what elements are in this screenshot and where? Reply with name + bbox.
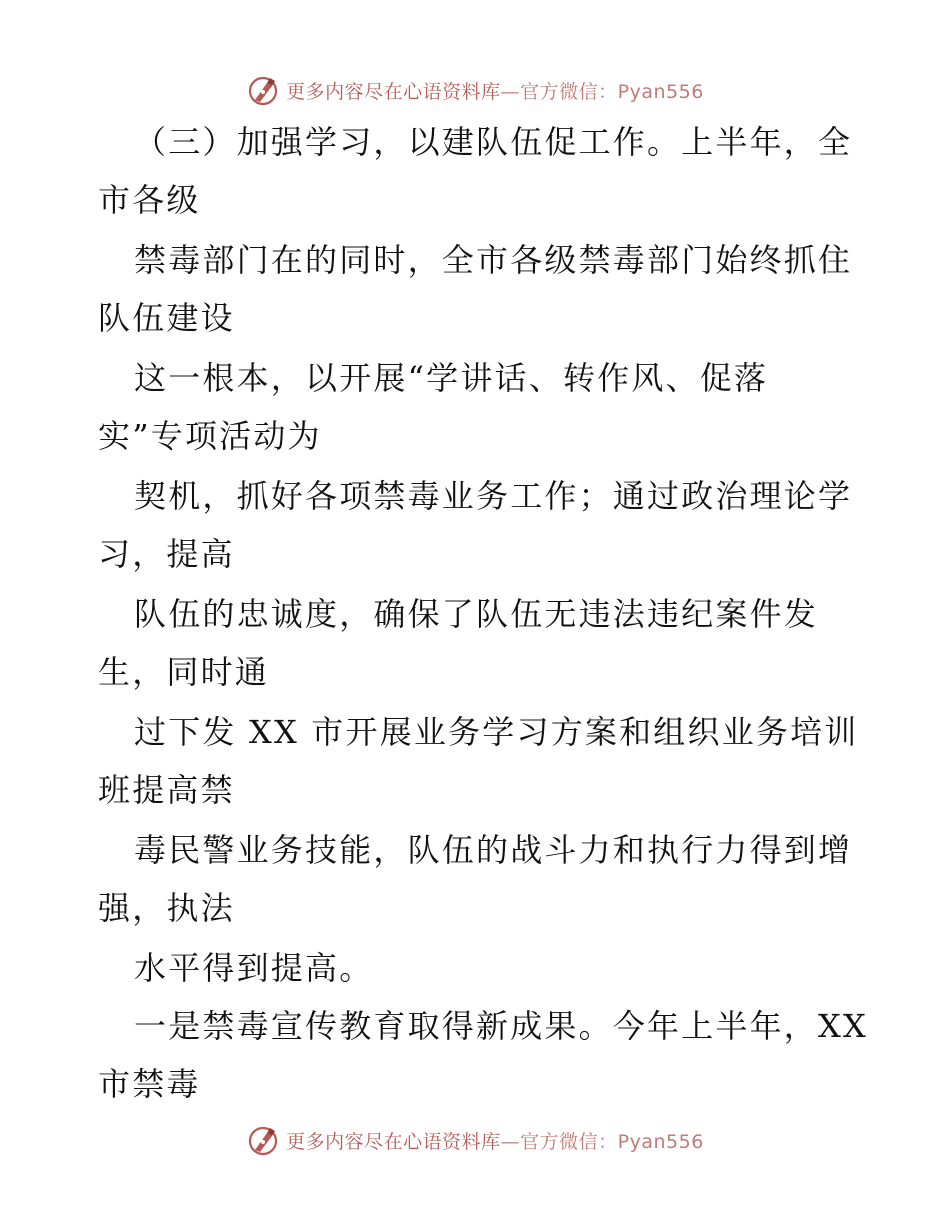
watermark-main-text: 更多内容尽在心语资料库 — [286, 1130, 501, 1153]
text-line: 队伍建设 — [98, 299, 235, 337]
header-watermark — [0, 70, 950, 110]
footer-watermark — [0, 1120, 950, 1160]
text-line: 一是禁毒宣传教育取得新成果。今年上半年，XX — [134, 1007, 868, 1045]
watermark-separator: — — [500, 1130, 521, 1153]
text-line: 毒民警业务技能，队伍的战斗力和执行力得到增 — [134, 831, 853, 869]
text-line: 生，同时通 — [98, 653, 270, 691]
text-line: 过下发 XX 市开展业务学习方案和组织业务培训 — [134, 713, 859, 751]
text-line: 这一根本，以开展“学讲话、转作风、促落 — [134, 359, 769, 397]
text-line: 市各级 — [98, 181, 201, 219]
text-line: 市禁毒 — [98, 1065, 201, 1103]
text-line: 水平得到提高。 — [134, 949, 374, 987]
pen-nib-logo-icon — [246, 73, 280, 107]
text-line: 实”专项活动为 — [98, 417, 322, 455]
text-line: （三）加强学习，以建队伍促工作。上半年，全 — [134, 123, 853, 161]
watermark-wechat-text: 官方微信：Pyan556 — [520, 1130, 704, 1153]
text-line: 习，提高 — [98, 535, 235, 573]
text-line: 强，执法 — [98, 889, 235, 927]
watermark-main-text: 更多内容尽在心语资料库 — [286, 80, 501, 103]
watermark-separator: — — [500, 80, 521, 103]
watermark-wechat-text: 官方微信：Pyan556 — [520, 80, 704, 103]
text-line: 班提高禁 — [98, 771, 235, 809]
text-line: 队伍的忠诚度，确保了队伍无违法违纪案件发 — [134, 595, 819, 633]
pen-nib-logo-icon — [246, 1123, 280, 1157]
text-line: 禁毒部门在的同时，全市各级禁毒部门始终抓住 — [134, 241, 853, 279]
text-line: 契机，抓好各项禁毒业务工作；通过政治理论学 — [134, 477, 853, 515]
